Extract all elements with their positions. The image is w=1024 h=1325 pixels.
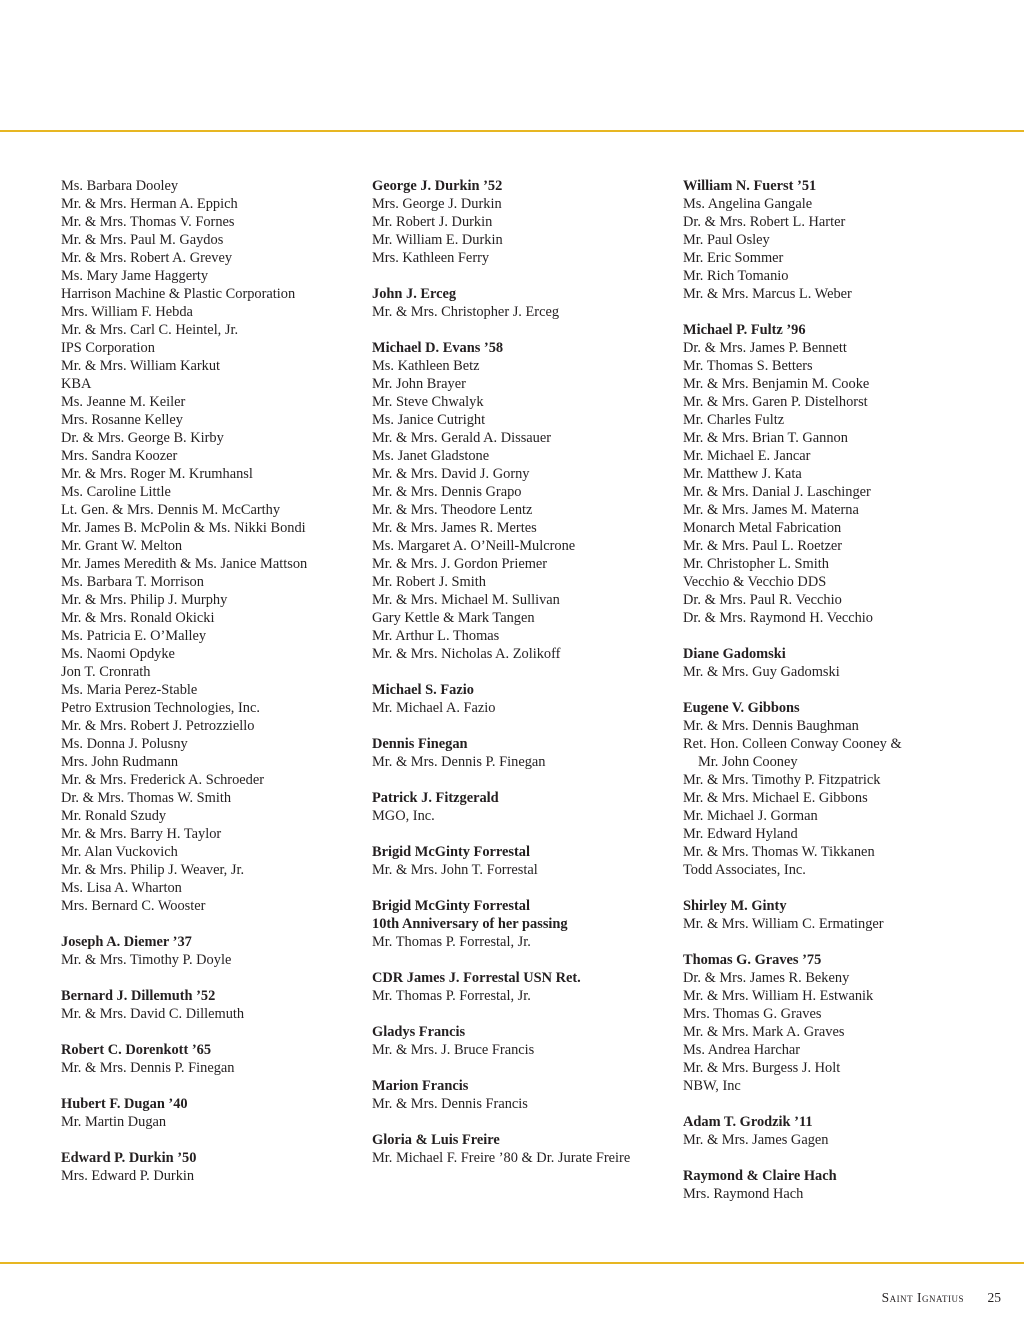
donor-name: Mr. & Mrs. Ronald Okicki: [61, 610, 215, 626]
donor-name: Ret. Hon. Colleen Conway Cooney &: [683, 736, 902, 752]
donor-name: Mr. & Mrs. Roger M. Krumhansl: [61, 466, 253, 482]
donor-group: [61, 177, 361, 915]
donor-name: Mr. & Mrs. Dennis Grapo: [372, 484, 522, 500]
donor-name: Mr. & Mrs. William C. Ermatinger: [683, 916, 884, 932]
donor-name: Mr. Ronald Szudy: [61, 808, 167, 824]
donor-name: Ms. Lisa A. Wharton: [61, 880, 182, 896]
donor-name: Ms. Angelina Gangale: [683, 196, 813, 212]
donor-name: Mr. Matthew J. Kata: [683, 466, 802, 482]
donor-name: Mr. Thomas S. Betters: [683, 358, 813, 374]
donor-name: Dr. & Mrs. George B. Kirby: [61, 430, 224, 446]
donor-group: [61, 933, 361, 969]
honoree-name: Dennis Finegan: [372, 736, 468, 752]
donor-group: [372, 1023, 672, 1059]
honoree-name: John J. Erceg: [372, 286, 457, 302]
page-footer: [0, 1290, 1024, 1310]
honoree-name: Adam T. Grodzik ’11: [683, 1114, 813, 1130]
donor-name: Dr. & Mrs. Robert L. Harter: [683, 214, 846, 230]
donor-name: Mrs. Sandra Koozer: [61, 448, 178, 464]
donor-group: [372, 969, 672, 1005]
donor-name: Mr. & Mrs. Theodore Lentz: [372, 502, 533, 518]
donor-name: Mr. & Mrs. Michael M. Sullivan: [372, 592, 560, 608]
donor-group: [372, 1077, 672, 1113]
donor-name: Mr. & Mrs. J. Gordon Priemer: [372, 556, 548, 572]
donor-name: Petro Extrusion Technologies, Inc.: [61, 700, 260, 716]
donor-name: Mr. & Mrs. Thomas V. Fornes: [61, 214, 235, 230]
donor-name: Mrs. John Rudmann: [61, 754, 179, 770]
donor-name: Mr. & Mrs. Dennis Francis: [372, 1096, 528, 1112]
donor-name: Monarch Metal Fabrication: [683, 520, 842, 536]
donor-name: Mrs. Thomas G. Graves: [683, 1006, 822, 1022]
donor-name: Mr. & Mrs. William Karkut: [61, 358, 221, 374]
donor-group: [372, 285, 672, 321]
donor-name: Mrs. George J. Durkin: [372, 196, 502, 212]
donor-name: Mr. & Mrs. Timothy P. Fitzpatrick: [683, 772, 881, 788]
donor-name: Mr. & Mrs. J. Bruce Francis: [372, 1042, 535, 1058]
honoree-name: Raymond & Claire Hach: [683, 1168, 837, 1184]
donor-name: Ms. Barbara T. Morrison: [61, 574, 204, 590]
donor-name: Mr. & Mrs. Danial J. Laschinger: [683, 484, 871, 500]
donor-name: Mr. Thomas P. Forrestal, Jr.: [372, 934, 531, 950]
donor-name: Mr. Michael F. Freire ’80 & Dr. Jurate Freire: [372, 1150, 631, 1166]
donor-group: [372, 339, 672, 663]
donor-name: Mr. & Mrs. Herman A. Eppich: [61, 196, 238, 212]
honoree-name: Diane Gadomski: [683, 646, 786, 662]
donor-name: MGO, Inc.: [372, 808, 435, 824]
donor-name: Ms. Naomi Opdyke: [61, 646, 175, 662]
donor-name: Harrison Machine & Plastic Corporation: [61, 286, 296, 302]
donor-name: Mrs. Bernard C. Wooster: [61, 898, 206, 914]
donor-name: Mr. & Mrs. Garen P. Distelhorst: [683, 394, 868, 410]
donor-group: [372, 177, 672, 267]
donor-name: Mr. Michael E. Jancar: [683, 448, 811, 464]
donor-name: Ms. Barbara Dooley: [61, 178, 179, 194]
donor-name: Mr. & Mrs. James Gagen: [683, 1132, 829, 1148]
honoree-name: Gloria & Luis Freire: [372, 1132, 500, 1148]
donor-name: IPS Corporation: [61, 340, 155, 356]
donor-group: [683, 951, 983, 1095]
donor-name: Jon T. Cronrath: [61, 664, 151, 680]
donor-group: [683, 699, 983, 879]
donor-name: Mrs. Raymond Hach: [683, 1186, 804, 1202]
donor-name: Mr. & Mrs. Dennis Baughman: [683, 718, 859, 734]
donor-name: Mr. & Mrs. Paul L. Roetzer: [683, 538, 843, 554]
donor-name: Dr. & Mrs. Thomas W. Smith: [61, 790, 232, 806]
donor-name: Ms. Caroline Little: [61, 484, 171, 500]
donor-name: Mr. & Mrs. Philip J. Weaver, Jr.: [61, 862, 245, 878]
donor-group: [683, 321, 983, 627]
donor-name: Mr. & Mrs. Robert A. Grevey: [61, 250, 233, 266]
donor-group: [372, 897, 672, 951]
donor-name: Mr. James B. McPolin & Ms. Nikki Bondi: [61, 520, 306, 536]
donor-name: Vecchio & Vecchio DDS: [683, 574, 827, 590]
donor-name: Ms. Donna J. Polusny: [61, 736, 188, 752]
donor-name: Mr. Paul Osley: [683, 232, 770, 248]
honoree-name: George J. Durkin ’52: [372, 178, 503, 194]
honoree-name: Michael P. Fultz ’96: [683, 322, 806, 338]
donor-name: Mr. & Mrs. Marcus L. Weber: [683, 286, 852, 302]
donor-group: [683, 177, 983, 303]
donor-name: Mr. James Meredith & Ms. Janice Mattson: [61, 556, 308, 572]
donor-name: Mr. & Mrs. Dennis P. Finegan: [372, 754, 546, 770]
donor-group: [372, 735, 672, 771]
donor-name: Ms. Jeanne M. Keiler: [61, 394, 186, 410]
donor-name: Mr. Michael J. Gorman: [683, 808, 818, 824]
page-number: 25: [987, 1290, 1001, 1305]
donor-name: Mr. Martin Dugan: [61, 1114, 167, 1130]
donor-name: Mr. & Mrs. Mark A. Graves: [683, 1024, 845, 1040]
donor-name: Mr. & Mrs. Christopher J. Erceg: [372, 304, 560, 320]
donor-name: NBW, Inc: [683, 1078, 741, 1094]
honoree-name: Shirley M. Ginty: [683, 898, 787, 914]
donor-name: Ms. Andrea Harchar: [683, 1042, 801, 1058]
donor-name: Mr. Thomas P. Forrestal, Jr.: [372, 988, 531, 1004]
donor-name: Mr. & Mrs. William H. Estwanik: [683, 988, 874, 1004]
donor-name: Mr. & Mrs. David J. Gorny: [372, 466, 530, 482]
footer-title: Saint Ignatius: [881, 1290, 964, 1305]
donor-name: Lt. Gen. & Mrs. Dennis M. McCarthy: [61, 502, 281, 518]
honoree-name: Edward P. Durkin ’50: [61, 1150, 197, 1166]
donor-name: Ms. Janet Gladstone: [372, 448, 490, 464]
honoree-name: Robert C. Dorenkott ’65: [61, 1042, 212, 1058]
donor-name: Ms. Kathleen Betz: [372, 358, 480, 374]
donor-name: Mr. & Mrs. Philip J. Murphy: [61, 592, 228, 608]
honoree-name: Brigid McGinty Forrestal: [372, 844, 531, 860]
honoree-name: William N. Fuerst ’51: [683, 178, 817, 194]
honoree-name: Michael D. Evans ’58: [372, 340, 504, 356]
donor-group: [61, 1041, 361, 1077]
donor-name: Mr. Charles Fultz: [683, 412, 785, 428]
donor-name: Mr. & Mrs. Brian T. Gannon: [683, 430, 848, 446]
donor-name: Mr. William E. Durkin: [372, 232, 503, 248]
donor-name: Todd Associates, Inc.: [683, 862, 806, 878]
donor-group: [683, 1113, 983, 1149]
donor-group: [683, 1167, 983, 1203]
donor-name: Mr. & Mrs. John T. Forrestal: [372, 862, 538, 878]
donor-group: [61, 1149, 361, 1185]
donor-name: Mr. John Brayer: [372, 376, 466, 392]
donor-name: Mr. Edward Hyland: [683, 826, 798, 842]
donor-name: Mr. Steve Chwalyk: [372, 394, 484, 410]
honoree-name: Eugene V. Gibbons: [683, 700, 800, 716]
donor-name: Ms. Janice Cutright: [372, 412, 486, 428]
donor-name: Dr. & Mrs. James R. Bekeny: [683, 970, 850, 986]
donor-group: [683, 645, 983, 681]
column-3: [683, 177, 983, 1221]
donor-name: Gary Kettle & Mark Tangen: [372, 610, 535, 626]
honoree-name: Gladys Francis: [372, 1024, 466, 1040]
donor-name: Mr. & Mrs. Thomas W. Tikkanen: [683, 844, 875, 860]
donor-name: Mrs. Edward P. Durkin: [61, 1168, 195, 1184]
donor-name: Mr. & Mrs. David C. Dillemuth: [61, 1006, 245, 1022]
honoree-name: Michael S. Fazio: [372, 682, 474, 698]
donor-name: KBA: [61, 376, 92, 392]
donor-name: Mr. Eric Sommer: [683, 250, 784, 266]
donor-name: Mr. & Mrs. Frederick A. Schroeder: [61, 772, 265, 788]
honoree-name: Bernard J. Dillemuth ’52: [61, 988, 216, 1004]
honoree-name: Joseph A. Diemer ’37: [61, 934, 192, 950]
donor-name: Mr. Alan Vuckovich: [61, 844, 178, 860]
donor-name: Dr. & Mrs. Raymond H. Vecchio: [683, 610, 873, 626]
donor-name: Mr. & Mrs. Gerald A. Dissauer: [372, 430, 552, 446]
donor-name: Mr. & Mrs. Timothy P. Doyle: [61, 952, 232, 968]
donor-group: [61, 1095, 361, 1131]
donor-name: Mr. & Mrs. Guy Gadomski: [683, 664, 840, 680]
donor-group: [683, 897, 983, 933]
donor-name: Mr. & Mrs. Carl C. Heintel, Jr.: [61, 322, 239, 338]
honoree-subtitle: 10th Anniversary of her passing: [372, 916, 568, 932]
donor-name: Dr. & Mrs. Paul R. Vecchio: [683, 592, 842, 608]
donor-group: [372, 843, 672, 879]
donor-name: Mrs. Rosanne Kelley: [61, 412, 183, 428]
honoree-name: Patrick J. Fitzgerald: [372, 790, 499, 806]
donor-name: Mr. & Mrs. Nicholas A. Zolikoff: [372, 646, 561, 662]
donor-name: Mr. Christopher L. Smith: [683, 556, 829, 572]
donor-name: Mr. & Mrs. James R. Mertes: [372, 520, 537, 536]
donor-name: Mr. John Cooney: [698, 754, 798, 770]
donor-name: Mr. Robert J. Durkin: [372, 214, 493, 230]
donor-name: Mr. & Mrs. Barry H. Taylor: [61, 826, 222, 842]
donor-group: [372, 1131, 672, 1167]
donor-name: Mrs. William F. Hebda: [61, 304, 193, 320]
honoree-name: CDR James J. Forrestal USN Ret.: [372, 970, 581, 986]
donor-name: Mr. Michael A. Fazio: [372, 700, 496, 716]
donor-name: Mr. Rich Tomanio: [683, 268, 789, 284]
bottom-rule: [0, 1262, 1024, 1264]
donor-name: Mr. & Mrs. James M. Materna: [683, 502, 859, 518]
honoree-name: Hubert F. Dugan ’40: [61, 1096, 188, 1112]
honoree-name: Marion Francis: [372, 1078, 469, 1094]
donor-name: Mr. & Mrs. Paul M. Gaydos: [61, 232, 224, 248]
top-rule: [0, 130, 1024, 132]
column-1: [61, 177, 361, 1203]
donor-name: Mr. & Mrs. Dennis P. Finegan: [61, 1060, 235, 1076]
donor-name: Ms. Maria Perez-Stable: [61, 682, 198, 698]
donor-name: Ms. Mary Jame Haggerty: [61, 268, 209, 284]
donor-name: Ms. Margaret A. O’Neill-Mulcrone: [372, 538, 576, 554]
donor-name: Mr. & Mrs. Burgess J. Holt: [683, 1060, 841, 1076]
column-2: [372, 177, 672, 1185]
donor-name: Dr. & Mrs. James P. Bennett: [683, 340, 847, 356]
donor-name: Mr. & Mrs. Robert J. Petrozziello: [61, 718, 255, 734]
donor-name: Mr. Arthur L. Thomas: [372, 628, 500, 644]
donor-name: Mr. Robert J. Smith: [372, 574, 486, 590]
honoree-name: Thomas G. Graves ’75: [683, 952, 822, 968]
donor-group: [61, 987, 361, 1023]
donor-name: Mrs. Kathleen Ferry: [372, 250, 490, 266]
donor-name: Mr. & Mrs. Michael E. Gibbons: [683, 790, 868, 806]
donor-name: Mr. Grant W. Melton: [61, 538, 183, 554]
donor-name: Ms. Patricia E. O’Malley: [61, 628, 207, 644]
donor-group: [372, 789, 672, 825]
donor-group: [372, 681, 672, 717]
donor-name: Mr. & Mrs. Benjamin M. Cooke: [683, 376, 870, 392]
honoree-name: Brigid McGinty Forrestal: [372, 898, 531, 914]
